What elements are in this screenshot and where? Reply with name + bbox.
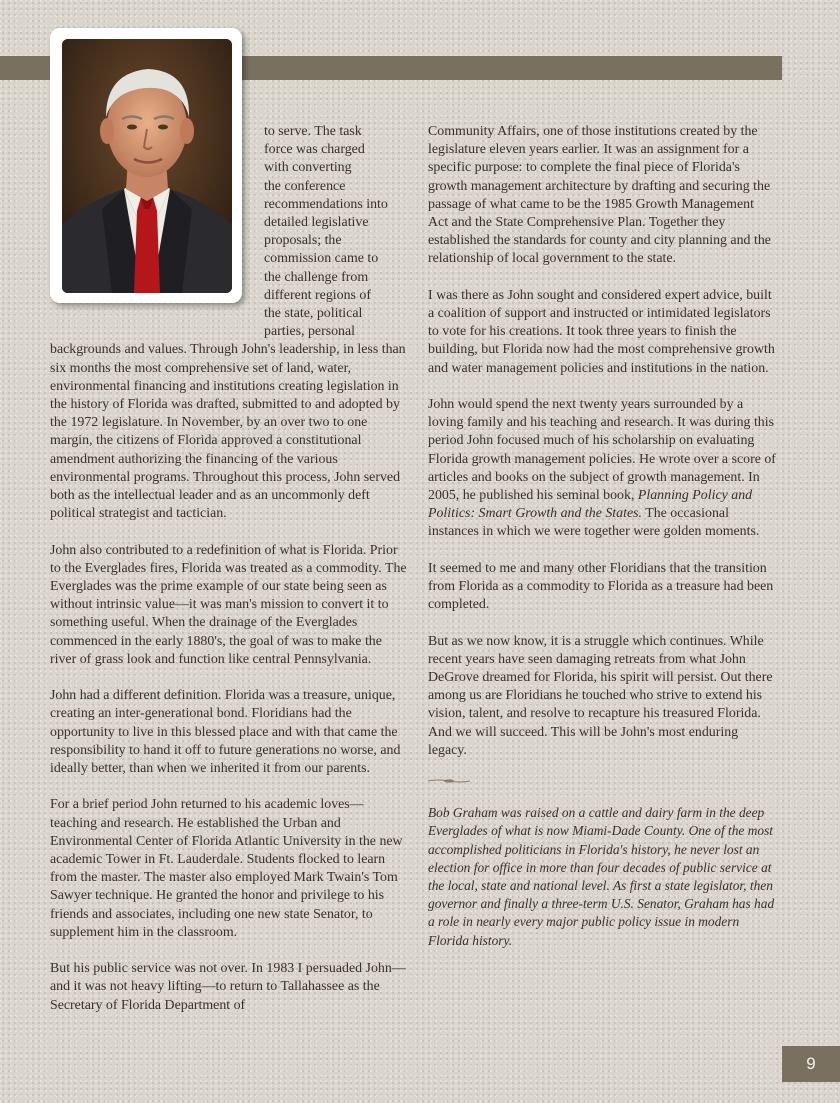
- paragraph: backgrounds and values. Through John's leadership, in less than six months the most comprehensive set of land, water, environmental financing and institutions creating legislation in the history of Florida was drafted, submitted to and adopted by the 1972 legislature. In November, by an over two to one margin, the citizens of Florida approved a constitutional amendment authorizing the financing of the various environmental programs. Throughout this process, John served both as the intellectual leader and as an uncommonly deft political strategist and tactician.: [50, 342, 406, 522]
- page-number-text: 9: [806, 1054, 816, 1073]
- wrapped-lines: [50, 123, 410, 341]
- text-line: detailed legislative: [264, 215, 369, 231]
- paragraph-text: John would spend the next twenty years surrounded by a loving family and his teaching and research. It was during this period John focused much of his scholarship on evaluating Florida growth management policies. He wrote over a score of articles and books on the subject of growth management. In 2005, he published his seminal book,: [428, 397, 776, 504]
- paragraph: But as we now know, it is a struggle which continues. While recent years have seen damaging retreats from what John DeGrove dreamed for Florida, his spirit will persist. Out there among us are Floridians he touched who strive to extend his vision, talent, and resolve to recapture his treasured Florida. And we will succeed. This will be John's most enduring legacy.: [428, 633, 773, 758]
- paragraph: John had a different definition. Florida was a treasure, unique, creating an inter-generational bond. Floridians had the opportunity to live in this blessed place and with that came the responsibility to hand it off to future generations no worse, and ideally better, than when we inherited it from our parents.: [50, 688, 401, 777]
- paragraph: It seemed to me and many other Floridians that the transition from Florida as a commodity to Florida as a treasure had been completed.: [428, 560, 774, 613]
- text-line: the challenge from: [264, 269, 369, 285]
- paragraph: John also contributed to a redefinition of what is Florida. Prior to the Everglades fires, Florida was treated as a commodity. The Everglades was the prime example of our state being seen as without intrinsic value—it was man's mission to convert it to something useful. When the drainage of the Everglades commenced in the early 1880's, the goal of was to make the river of grass look and function like central Pennsylvania.: [50, 542, 407, 667]
- paragraph: For a brief period John returned to his academic loves—teaching and research. He established the Urban and Environmental Center of Florida Atlantic University in the new academic Tower in Ft. Lauderdale. Students flocked to learn from the master. The master also employed Mark Twain's Tom Sawyer technique. He granted the honor and privilege to his friends and associates, including one new state Senator, to supplement him in the classroom.: [50, 797, 403, 940]
- text-line: force was charged: [264, 142, 365, 158]
- text-line: commission came to: [264, 251, 379, 267]
- text-line: to serve. The task: [264, 124, 362, 139]
- page-number: [782, 1046, 840, 1082]
- left-column: [50, 123, 410, 1015]
- text-line: parties, personal: [264, 324, 356, 340]
- text-line: with converting: [264, 160, 352, 176]
- text-line: different regions of: [264, 287, 371, 303]
- text-line: the state, political: [264, 306, 363, 322]
- paragraph: [428, 396, 776, 542]
- paragraph: But his public service was not over. In 1983 I persuaded John—and it was not heavy lifting—to return to Tallahassee as the Secretary of Florida Department of: [50, 961, 406, 1013]
- book-title: Planning Policy and Politics: Smart Growth and the States.: [428, 488, 753, 522]
- paragraph: Community Affairs, one of those institutions created by the legislature eleven years earlier. It was an assignment for a specific purpose: to complete the final piece of Florida's growth management architecture by drafting and securing the passage of what came to be the 1985 Growth Management Act and the State Comprehensive Plan. Together they established the standards for county and city planning and the relationship of local government to the state.: [428, 124, 771, 267]
- right-column: [428, 123, 776, 950]
- text-line: recommendations into: [264, 196, 388, 212]
- divider-ornament: [428, 778, 470, 784]
- paragraph-text: The occasional instances in which we were together were golden moments.: [428, 506, 760, 540]
- text-line: proposals; the: [264, 233, 342, 249]
- text-line: the conference: [264, 178, 346, 194]
- author-bio: Bob Graham was raised on a cattle and dairy farm in the deep Everglades of what is now Miami-Dade County. One of the most accomplished politicians in Florida's history, he never lost an election for office in more than four decades of public service at the local, state and national level. As first a state legislator, then governor and finally a three-term U.S. Senator, Graham has had a role in nearly every major public policy issue in modern Florida history.: [428, 805, 775, 948]
- paragraph: I was there as John sought and considered expert advice, built a coalition of support and instructed or intimidated legislators to vote for his creations. It took three years to finish the building, but Florida now had the most comprehensive growth and water management policies and institutions in the nation.: [428, 287, 775, 376]
